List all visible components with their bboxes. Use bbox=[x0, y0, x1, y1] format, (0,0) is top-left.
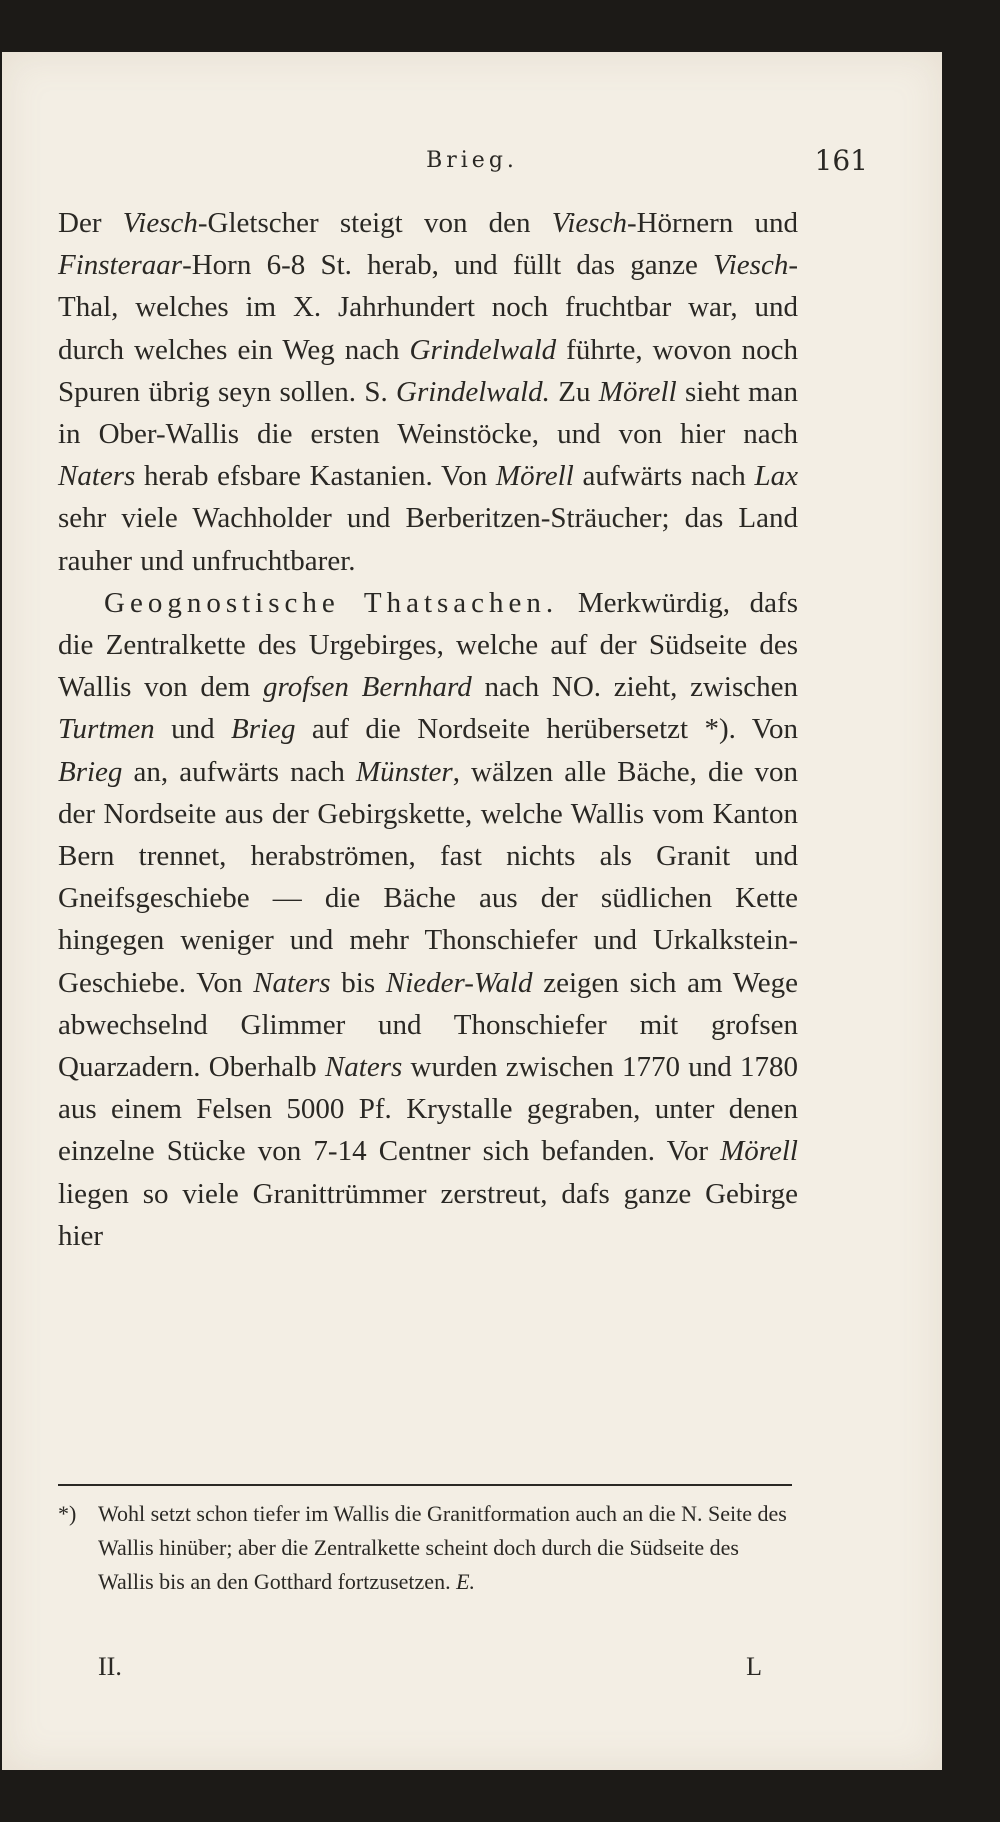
footnote-text bbox=[98, 1497, 792, 1599]
footnote-marker: *) bbox=[58, 1501, 77, 1526]
paragraph-2 bbox=[58, 582, 798, 1257]
text-segment: Zu bbox=[549, 375, 599, 408]
paragraph-1 bbox=[58, 202, 798, 582]
main-text bbox=[58, 202, 798, 1257]
text-segment: führte, wovon noch Spuren übrig seyn sollen. S. bbox=[58, 333, 799, 408]
text-segment: liegen so viele Granittrümmer zerstreut, dafs ganze Gebirge hier bbox=[58, 1177, 798, 1252]
italic-text-segment: Viesch bbox=[713, 249, 789, 282]
text-segment: sehr viele Wachholder und Berberitzen-Sträucher; das Land rauher und unfruchtbarer. bbox=[58, 502, 798, 577]
italic-text-segment: Brieg bbox=[231, 713, 296, 746]
text-segment: sieht man in Ober-Wallis die ersten Weinstöcke, und von hier nach bbox=[58, 375, 799, 451]
italic-text-segment: Mörell bbox=[720, 1135, 798, 1168]
text-segment: , wälzen alle Bäche, die von der Nordseite aus der Gebirgskette, welche Wallis vom Kanton Bern trennet, herabströmen, fast nichts als Granit und Gneifsgeschiebe — die Bäche aus der südlichen Kette hingegen weniger und mehr Thonschiefer und Urkalkstein-Geschiebe. Von bbox=[58, 755, 798, 999]
italic-text-segment: Naters bbox=[324, 1051, 403, 1084]
footnote bbox=[58, 1497, 792, 1599]
italic-text-segment: Viesch bbox=[551, 207, 627, 239]
italic-text-segment: Grindelwald bbox=[409, 333, 557, 366]
italic-text-segment: Grindelwald. bbox=[396, 375, 550, 408]
text-segment: nach NO. zieht, zwischen bbox=[471, 671, 798, 704]
text-segment: -Thal, welches im X. Jahrhundert noch fruchtbar war, und durch welches ein Weg nach bbox=[58, 249, 798, 366]
italic-text-segment: Naters bbox=[253, 966, 331, 999]
italic-text-segment: Nieder-Wald bbox=[385, 966, 533, 999]
page-number: 161 bbox=[814, 144, 868, 177]
text-segment: auf die Nordseite herübersetzt *). Von bbox=[295, 713, 798, 746]
italic-text-segment: Turtmen bbox=[58, 713, 155, 746]
text-segment: zeigen sich am Wege abwechselnd Glimmer und Thonschiefer mit grofsen Quarzadern. Oberhalb bbox=[58, 966, 799, 1084]
text-segment: Der bbox=[58, 207, 123, 239]
text-segment: -Gletscher steigt von den bbox=[197, 207, 552, 239]
text-segment: bis bbox=[330, 966, 386, 999]
italic-text-segment: Mörell bbox=[598, 375, 677, 408]
volume-signature: II. bbox=[98, 1652, 122, 1681]
italic-text-segment: Brieg bbox=[58, 755, 123, 788]
italic-text-segment: E. bbox=[456, 1569, 476, 1594]
italic-text-segment: Mörell bbox=[495, 460, 574, 493]
text-segment: -Horn 6-8 St. herab, und füllt das ganze bbox=[182, 249, 714, 282]
text-segment: aufwärts nach bbox=[573, 460, 755, 493]
text-segment: und bbox=[154, 713, 232, 746]
running-head: Brieg. bbox=[426, 148, 518, 173]
italic-text-segment: Finsteraar bbox=[58, 249, 183, 282]
text-segment: herab efsbare Kastanien. Von bbox=[135, 460, 496, 493]
footnote-rule bbox=[58, 1484, 792, 1486]
book-page bbox=[2, 52, 942, 1770]
text-segment: -Hörnern und bbox=[626, 207, 798, 239]
spaced-heading-segment: Geognostische Thatsachen. bbox=[104, 586, 559, 619]
italic-text-segment: Viesch bbox=[122, 207, 198, 239]
italic-text-segment: Münster bbox=[356, 755, 453, 788]
italic-text-segment: Lax bbox=[754, 460, 798, 493]
italic-text-segment: grofsen Bernhard bbox=[262, 671, 472, 704]
text-segment: wurden zwischen 1770 und 1780 aus einem Felsen 5000 Pf. Krystalle gegraben, unter denen einzelne Stücke von 7-14 Centner sich befanden. Vor bbox=[58, 1051, 798, 1168]
italic-text-segment: Naters bbox=[58, 460, 136, 493]
text-segment: Wohl setzt schon tiefer im Wallis die Granitformation auch an die N. Seite des Wallis hinüber; aber die Zentralkette scheint doch durch die Südseite des Wallis bis an den Gotthard fortzusetzen. bbox=[98, 1501, 787, 1594]
text-segment: Merkwürdig, dafs die Zentralkette des Urgebirges, welche auf der Südseite des Wallis von dem bbox=[58, 586, 798, 704]
sheet-signature: L bbox=[746, 1652, 762, 1681]
page-header bbox=[58, 144, 886, 184]
text-segment: an, aufwärts nach bbox=[122, 755, 357, 788]
